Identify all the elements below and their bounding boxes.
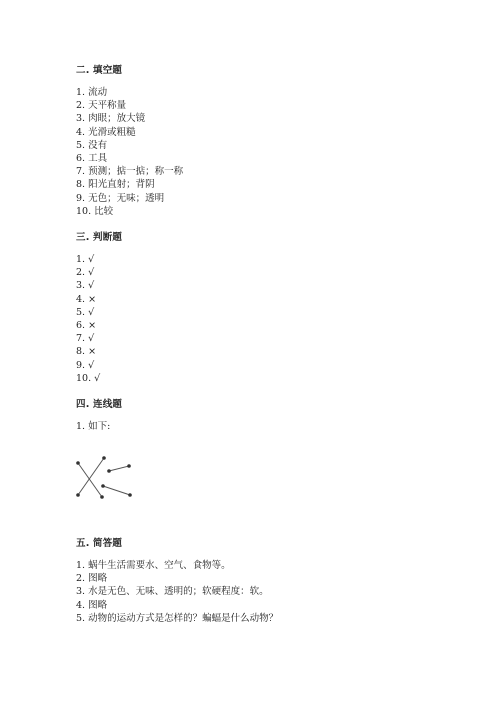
list-item: 2. √ [76, 267, 95, 279]
short-answer-list [76, 559, 278, 625]
list-item: 3. √ [76, 280, 95, 292]
list-item: 2. 图略 [76, 573, 108, 585]
matching-lines-diagram [72, 453, 136, 503]
list-item: 2. 天平称量 [76, 100, 127, 112]
list-item: 4. 图略 [76, 599, 108, 611]
list-item: 1. √ [76, 254, 95, 265]
connector-dot [101, 484, 105, 488]
connector-dot [100, 495, 104, 499]
list-item: 10. 比较 [76, 205, 114, 217]
connector-dot [128, 493, 132, 497]
connector-dot [76, 461, 80, 465]
fill-blank-list [76, 86, 183, 218]
list-item: 6. × [76, 319, 97, 331]
connector-line [78, 458, 104, 495]
connector-dot [127, 464, 131, 468]
connector-lines [78, 458, 130, 497]
list-item: 4. 光滑或粗糙 [76, 126, 136, 138]
list-item: 5. 动物的运动方式是怎样的？蝙蝠是什么动物？ [76, 612, 279, 624]
connector-line [103, 486, 130, 495]
section-title-true-false: 三. 判断题 [76, 232, 123, 243]
connector-line [109, 466, 129, 471]
list-item: 4. × [76, 293, 97, 305]
connector-dot [76, 493, 80, 497]
list-item: 8. × [76, 346, 97, 358]
list-item: 3. 肉眼；放大镜 [76, 113, 146, 125]
section-title-matching: 四. 连线题 [76, 399, 123, 410]
list-item: 9. √ [76, 359, 95, 371]
list-item: 5. √ [76, 306, 95, 318]
list-item: 5. 没有 [76, 139, 108, 151]
list-item: 1. 流动 [76, 87, 108, 98]
list-item: 7. √ [76, 333, 95, 345]
list-item: 1. 蜗牛生活需要水、空气、食物等。 [76, 560, 231, 571]
section-title-fill-blank: 二. 填空题 [76, 65, 123, 76]
list-item: 7. 预测；掂一掂；称一称 [76, 166, 184, 178]
list-item: 9. 无色；无味；透明 [76, 192, 165, 204]
true-false-list [76, 253, 100, 385]
matching-list [76, 420, 110, 433]
connector-line [78, 463, 102, 497]
list-item: 6. 工具 [76, 152, 108, 164]
list-item: 3. 水是无色、无味、透明的；软硬程度：软。 [76, 586, 269, 598]
connector-dot [107, 469, 111, 473]
list-item: 10. √ [76, 372, 101, 384]
list-item: 8. 阳光直射；背阴 [76, 179, 155, 191]
section-title-short-answer: 五. 简答题 [76, 538, 123, 549]
list-item: 1. 如下: [76, 421, 111, 432]
connector-dot [102, 456, 106, 460]
